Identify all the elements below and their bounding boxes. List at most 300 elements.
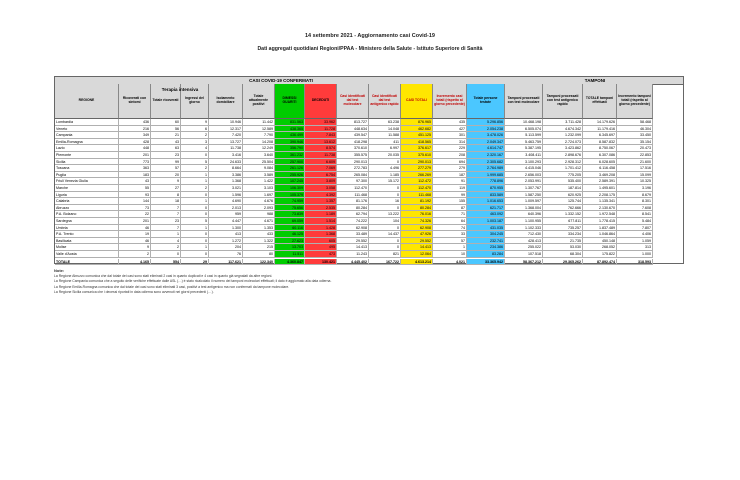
table-cell: 640.396 <box>505 211 543 218</box>
table-cell: 0 <box>369 192 401 199</box>
table-cell: 435 <box>433 119 467 126</box>
table-cell: 4.406 <box>617 231 653 238</box>
table-cell: 15.099 <box>617 172 653 179</box>
table-cell: 234.386 <box>467 244 505 251</box>
table-cell: 13.222 <box>369 211 401 218</box>
table-cell: 112.472 <box>401 178 433 185</box>
table-cell: 2.053.991 <box>505 178 543 185</box>
table-cell: 5.463.759 <box>505 139 543 146</box>
table-cell: 1.495.601 <box>583 185 617 192</box>
region-name: Molise <box>55 244 119 251</box>
table-cell: 821 <box>369 251 401 258</box>
table-cell: 14.048 <box>369 126 401 133</box>
table-cell: 1 <box>181 178 209 185</box>
table-cell: 9 <box>119 244 151 251</box>
table-cell: 71 <box>433 211 467 218</box>
table-cell: 2 <box>181 165 209 172</box>
table-cell: 2 <box>181 132 209 139</box>
table-cell: 535.400 <box>543 178 583 185</box>
table-cell: 7.608 <box>617 205 653 212</box>
table-cell: 11.442 <box>243 119 275 126</box>
table-cell: 73.839 <box>275 211 305 218</box>
region-name: Valle d'Aosta <box>55 251 119 258</box>
table-cell: 255.926 <box>275 172 305 179</box>
column-header: Totale ricoverati <box>151 84 181 119</box>
page-subtitle: Dati aggregati quotidiani Regioni/PPAA - Ministero della Salute - Istituto Superiore di Sanità <box>257 46 483 52</box>
table-cell: 1.000 <box>617 251 653 258</box>
table-cell: 428.413 <box>505 238 543 245</box>
table-row <box>55 225 683 232</box>
table-cell: 1.135.341 <box>583 198 617 205</box>
table-cell: 3.640 <box>243 152 275 159</box>
table-cell: 313 <box>617 244 653 251</box>
table-cell: 334.234 <box>543 231 583 238</box>
table-cell: 959 <box>209 211 243 218</box>
table-cell: 413 <box>209 231 243 238</box>
column-header: DECEDUTI <box>305 84 337 119</box>
table-cell: 438.365 <box>275 126 305 133</box>
table-cell: 10.946 <box>209 119 243 126</box>
column-header: Isolamento domiciliare <box>209 84 243 119</box>
table-cell: 112.470 <box>401 185 433 192</box>
table-cell: 215 <box>243 244 275 251</box>
table-cell: 2.320.167 <box>467 152 505 159</box>
region-name: Sardegna <box>55 218 119 225</box>
table-cell: 20.035 <box>369 152 401 159</box>
table-cell: 144 <box>119 198 151 205</box>
table-cell: 876.965 <box>401 119 433 126</box>
table-cell: 46.125 <box>275 231 305 238</box>
table-cell: 204 <box>209 244 243 251</box>
table-cell: 349 <box>119 132 151 139</box>
table-row <box>55 165 683 172</box>
table-cell: 762.666 <box>543 205 583 212</box>
table-cell: 99 <box>433 192 467 199</box>
table-cell: 4.690 <box>209 198 243 205</box>
table-cell: 12.589 <box>243 126 275 133</box>
column-header: Tamponi processati con test molecolare <box>505 84 543 119</box>
table-cell: 3.809 <box>305 178 337 185</box>
table-cell: 91 <box>433 178 467 185</box>
table-cell: 3 <box>181 139 209 146</box>
table-row <box>55 152 683 159</box>
column-header: Tamponi processati con test antigenico rapido <box>543 84 583 119</box>
table-row <box>55 132 683 139</box>
table-cell: 3.478.026 <box>467 132 505 139</box>
table-cell: 988 <box>243 211 275 218</box>
table-cell: 6.505.074 <box>505 126 543 133</box>
table-cell: 43 <box>151 139 181 146</box>
column-header: Casi identificati dal test molecolare <box>337 84 369 119</box>
table-cell: 3.021 <box>209 185 243 192</box>
table-cell: 8.541 <box>617 211 653 218</box>
table-cell: 232.741 <box>467 238 505 245</box>
table-cell: 1.100.955 <box>505 218 543 225</box>
table-cell: 8.301 <box>617 198 653 205</box>
table-cell: 83.284 <box>467 251 505 258</box>
column-header: Incremento casi totali (rispetto al giorno precedente) <box>433 84 467 119</box>
table-cell: 290.013 <box>401 159 433 166</box>
region-name: Marche <box>55 185 119 192</box>
table-cell: 2 <box>181 185 209 192</box>
table-cell: 2.208.175 <box>583 192 617 199</box>
column-header: Incremento tamponi totali (rispetto al giorno precedente) <box>617 84 653 119</box>
table-cell: 1.428 <box>305 225 337 232</box>
region-name: Umbria <box>55 225 119 232</box>
table-cell: 355.575 <box>337 152 369 159</box>
table-cell: 1.697 <box>243 192 275 199</box>
table-cell: 119 <box>433 185 467 192</box>
table-cell: 3.711.428 <box>543 119 583 126</box>
table-cell: 14.413 <box>337 244 369 251</box>
table-cell: 15.172 <box>369 178 401 185</box>
table-cell: 3.469.208 <box>583 172 617 179</box>
table-cell: 9 <box>151 178 181 185</box>
table-cell: 7.790 <box>243 132 275 139</box>
region-name: Liguria <box>55 192 119 199</box>
table-cell: 4 <box>181 145 209 152</box>
table-cell: 74.326 <box>401 218 433 225</box>
table-cell: 81.176 <box>337 198 369 205</box>
column-header: CASI TOTALI <box>401 84 433 119</box>
table-cell: 735.257 <box>543 225 583 232</box>
table-cell: 6.997 <box>369 145 401 152</box>
table-cell: 14.208 <box>243 139 275 146</box>
table-cell: 105.379 <box>275 192 305 199</box>
table-cell: 6.116.458 <box>583 165 617 172</box>
table-cell: 0 <box>181 152 209 159</box>
table-cell: 450.148 <box>583 238 617 245</box>
table-cell: 277.279 <box>401 165 433 172</box>
table-cell: 14.437 <box>369 231 401 238</box>
table-cell: 448 <box>119 145 151 152</box>
table-cell: 21.600 <box>617 159 653 166</box>
table-cell: 62.908 <box>337 225 369 232</box>
table-cell: 4.676 <box>243 198 275 205</box>
table-cell: 1.232.099 <box>543 132 583 139</box>
table-row <box>55 211 683 218</box>
table-cell: 1.972.548 <box>583 211 617 218</box>
table-cell: 1.368.004 <box>505 205 543 212</box>
table-cell: 0 <box>181 192 209 199</box>
note-line: La Regione Sicilia comunica che i decessi riportati in data odierna sono avvenuti nei giorni precedenti (…). <box>54 290 214 295</box>
table-cell: 1.587.250 <box>505 192 543 199</box>
table-cell: 57 <box>433 238 467 245</box>
table-cell: 11.738 <box>305 152 337 159</box>
table-cell: 62.908 <box>401 225 433 232</box>
table-cell: 6 <box>181 126 209 133</box>
table-cell: 463.092 <box>467 211 505 218</box>
table-cell: 473 <box>305 251 337 258</box>
table-row <box>55 119 683 126</box>
table-cell: 1.999.685 <box>467 172 505 179</box>
table-row <box>55 251 683 258</box>
table-cell: 0 <box>369 205 401 212</box>
table-cell: 23 <box>151 218 181 225</box>
notes <box>54 268 682 296</box>
table-cell: 376.617 <box>401 145 433 152</box>
group-header-tamponi: TAMPONI <box>507 77 683 85</box>
table-cell: 4.674.342 <box>543 126 583 133</box>
table-cell: 8.679 <box>617 192 653 199</box>
table-cell: 0 <box>369 185 401 192</box>
table-cell: 43 <box>119 178 151 185</box>
table-cell: 76 <box>209 251 243 258</box>
table-cell: 261.126 <box>275 165 305 172</box>
table-cell: 5 <box>181 218 209 225</box>
table-cell: 775.205 <box>543 172 583 179</box>
table-cell: 6.028.605 <box>583 159 617 166</box>
table-cell: 13.727 <box>209 139 243 146</box>
region-name: Lombardia <box>55 119 119 126</box>
table-cell: 290.013 <box>337 159 369 166</box>
table-cell: 1.514 <box>305 218 337 225</box>
table-cell: 314 <box>433 139 467 146</box>
table-cell: 0 <box>151 251 181 258</box>
table-cell: 11.179.416 <box>583 126 617 133</box>
table-cell: 93 <box>119 192 151 199</box>
table-cell: 122.340 <box>243 259 275 266</box>
table-row <box>55 159 683 166</box>
table-cell: 255.022 <box>505 244 543 251</box>
table-cell: 9 <box>181 119 209 126</box>
table-cell: 13.612 <box>305 139 337 146</box>
table-cell: 33.450 <box>617 132 653 139</box>
table-cell: 125.744 <box>543 198 583 205</box>
table-cell: 4.447 <box>209 218 243 225</box>
table-cell: 495 <box>305 244 337 251</box>
table-cell: 266.269 <box>401 172 433 179</box>
column-header: TOTALE tamponi effettuati <box>583 84 617 119</box>
table-cell: 1.778.415 <box>583 218 617 225</box>
table-cell: 4.614.747 <box>467 145 505 152</box>
table-cell: 1.422 <box>243 178 275 185</box>
table-cell: 47.926 <box>401 231 433 238</box>
table-cell: 76.016 <box>401 211 433 218</box>
table-cell: 74.222 <box>337 218 369 225</box>
table-cell: 58.367.212 <box>505 259 543 266</box>
table-cell: 21 <box>151 132 181 139</box>
table-cell: 27 <box>151 185 181 192</box>
table-cell: 46 <box>119 225 151 232</box>
table-cell: 104 <box>369 218 401 225</box>
table-cell: 9.084 <box>243 165 275 172</box>
region-name: Abruzzo <box>55 205 119 212</box>
table-cell: 46.304 <box>617 126 653 133</box>
table-cell: 5.387.195 <box>505 145 543 152</box>
region-name: Friuli Venezia Giulia <box>55 178 119 185</box>
table-cell: 390.946 <box>275 139 305 146</box>
table-cell: 1.009.597 <box>505 198 543 205</box>
table-cell: 97.300 <box>337 178 369 185</box>
table-cell: 155 <box>433 198 467 205</box>
table-cell: 2.049.347 <box>467 139 505 146</box>
column-header: Casi identificati dal test antigenico rapido <box>369 84 401 119</box>
table-cell: 1.300 <box>209 225 243 232</box>
table-cell: 208 <box>433 152 467 159</box>
table-cell: 554 <box>151 259 181 266</box>
table-cell: 1.368 <box>305 231 337 238</box>
table-cell: 74 <box>433 225 467 232</box>
table-row <box>55 126 683 133</box>
table-cell: 7 <box>151 205 181 212</box>
table-cell: 1 <box>433 244 467 251</box>
table-cell: 2.093 <box>243 205 275 212</box>
table-cell: 451.125 <box>401 132 433 139</box>
table-cell: 436.499 <box>275 132 305 139</box>
table-row <box>55 218 683 225</box>
region-name: Calabria <box>55 198 119 205</box>
table-cell: 7.843 <box>305 132 337 139</box>
table-cell: 1 <box>181 198 209 205</box>
table-cell: 73 <box>119 205 151 212</box>
table-cell: 2.589.391 <box>583 178 617 185</box>
table-cell: 18 <box>151 198 181 205</box>
table-cell: 4 <box>151 238 181 245</box>
table-cell: 1.016.653 <box>467 198 505 205</box>
table-cell: 2.130.670 <box>583 205 617 212</box>
table-cell: 4.360.847 <box>275 259 305 266</box>
table-cell: 1.046.864 <box>583 231 617 238</box>
table-cell: 3.589 <box>243 172 275 179</box>
table-cell: 0 <box>181 238 209 245</box>
group-header-casi: CASI COVID-19 CONFERMATI <box>55 77 507 85</box>
table-cell: 6.754 <box>305 172 337 179</box>
table-cell: 0 <box>181 251 209 258</box>
table-cell: 69.059 <box>275 218 305 225</box>
table-cell: 813.727 <box>337 119 369 126</box>
table-cell: 87.892.474 <box>583 259 617 266</box>
table-cell: 29 <box>181 259 209 266</box>
notes-title: Note: <box>54 268 65 273</box>
table-cell: 5.484 <box>617 218 653 225</box>
table-cell: 265.084 <box>337 172 369 179</box>
table-cell: 0 <box>369 238 401 245</box>
table-row <box>55 139 683 146</box>
table-cell: 21.735 <box>543 238 583 245</box>
table-cell: 33.365.942 <box>467 259 505 266</box>
table-cell: 1.003.187 <box>467 218 505 225</box>
table-cell: 318.593 <box>617 259 653 266</box>
table-cell: 25.504 <box>243 159 275 166</box>
table-cell: 6.609 <box>305 159 337 166</box>
table-cell: 8.750.067 <box>583 145 617 152</box>
table-cell: 23 <box>151 152 181 159</box>
table-cell: 60.116 <box>275 225 305 232</box>
table-cell: 87 <box>433 205 467 212</box>
column-header: REGIONE <box>55 84 119 119</box>
table-cell: 3.100.293 <box>505 159 543 166</box>
table-cell: 0 <box>369 244 401 251</box>
table-cell: 80.284 <box>401 205 433 212</box>
table-cell: 2.764.989 <box>467 165 505 172</box>
table-cell: 418.298 <box>337 139 369 146</box>
table-cell: 778.896 <box>467 178 505 185</box>
table-cell: 12.249 <box>243 145 275 152</box>
table-cell: 64 <box>433 218 467 225</box>
table-cell: 4.496 <box>369 165 401 172</box>
table-cell: 1 <box>181 244 209 251</box>
table-cell: 12.064 <box>401 251 433 258</box>
total-row <box>55 259 683 266</box>
table-cell: 60 <box>151 119 181 126</box>
table-cell: 53.030 <box>543 244 583 251</box>
table-cell: 712.430 <box>505 231 543 238</box>
table-cell: 4.671 <box>243 218 275 225</box>
table-cell: 436 <box>119 119 151 126</box>
table-cell: 107.245 <box>275 178 305 185</box>
table-cell: 10.325 <box>617 178 653 185</box>
table-cell: 1.185 <box>369 172 401 179</box>
table-cell: 58.468 <box>617 119 653 126</box>
table-cell: 11.738 <box>209 145 243 152</box>
table-cell: 19 <box>119 231 151 238</box>
table-cell: 4.021 <box>433 259 467 266</box>
table-cell: 1.102.333 <box>505 225 543 232</box>
column-header: Totale persone testate <box>467 84 505 119</box>
table-cell: 55 <box>119 185 151 192</box>
table-row <box>55 185 683 192</box>
terapia-intensiva-header: Terapia intensiva <box>161 87 199 92</box>
table-cell: 411 <box>369 139 401 146</box>
table-cell: 7.069 <box>305 165 337 172</box>
table-cell: 24.633 <box>209 159 243 166</box>
table-cell: 75.656 <box>275 205 305 212</box>
table-cell: 0 <box>181 231 209 238</box>
table-cell: 356.790 <box>275 145 305 152</box>
table-row <box>55 172 683 179</box>
table-cell: 1.596 <box>209 192 243 199</box>
table-cell: 3.408.411 <box>505 152 543 159</box>
table-cell: 16 <box>369 198 401 205</box>
table-cell: 29.552 <box>401 238 433 245</box>
table-row <box>55 198 683 205</box>
table-cell: 57 <box>151 165 181 172</box>
table-cell: 620.925 <box>543 192 583 199</box>
table-cell: 1.357 <box>305 198 337 205</box>
table-cell: 1.307.767 <box>505 185 543 192</box>
table-cell: 4.392 <box>305 192 337 199</box>
table-cell: 187.814 <box>543 185 583 192</box>
region-name: Veneto <box>55 126 119 133</box>
table-cell: 216 <box>119 126 151 133</box>
table-cell: 1.332.152 <box>543 211 583 218</box>
table-cell: 35.154 <box>617 139 653 146</box>
table-cell: 22 <box>119 211 151 218</box>
table-cell: 1 <box>151 231 181 238</box>
table-cell: 361.232 <box>275 152 305 159</box>
table-cell: 20.473 <box>617 145 653 152</box>
column-header: DIMESSI GUARITI <box>275 84 305 119</box>
table-row <box>55 145 683 152</box>
note-line: La Regione Campania comunica che a seguito delle verifiche effettuate dalle ASL (…) è stato ricalcolato il numero dei tamponi molecolari effettuati; il dato è aggiornato alla data odierna. <box>54 279 332 284</box>
table-cell: 8.574 <box>305 145 337 152</box>
region-name: Toscana <box>55 165 119 172</box>
table-row <box>55 192 683 199</box>
region-name: TOTALE <box>55 259 119 266</box>
table-cell: 3.196 <box>617 185 653 192</box>
table-cell: 0 <box>369 225 401 232</box>
table-cell: 11.728 <box>305 126 337 133</box>
table-cell: 870.955 <box>467 185 505 192</box>
table-cell: 831.563 <box>275 119 305 126</box>
table-cell: 418.565 <box>401 139 433 146</box>
table-cell: 11.243 <box>337 251 369 258</box>
table-cell: 29.552 <box>337 238 369 245</box>
table-cell: 2 <box>151 244 181 251</box>
table-cell: 33.489 <box>337 231 369 238</box>
table-cell: 431.035 <box>467 225 505 232</box>
